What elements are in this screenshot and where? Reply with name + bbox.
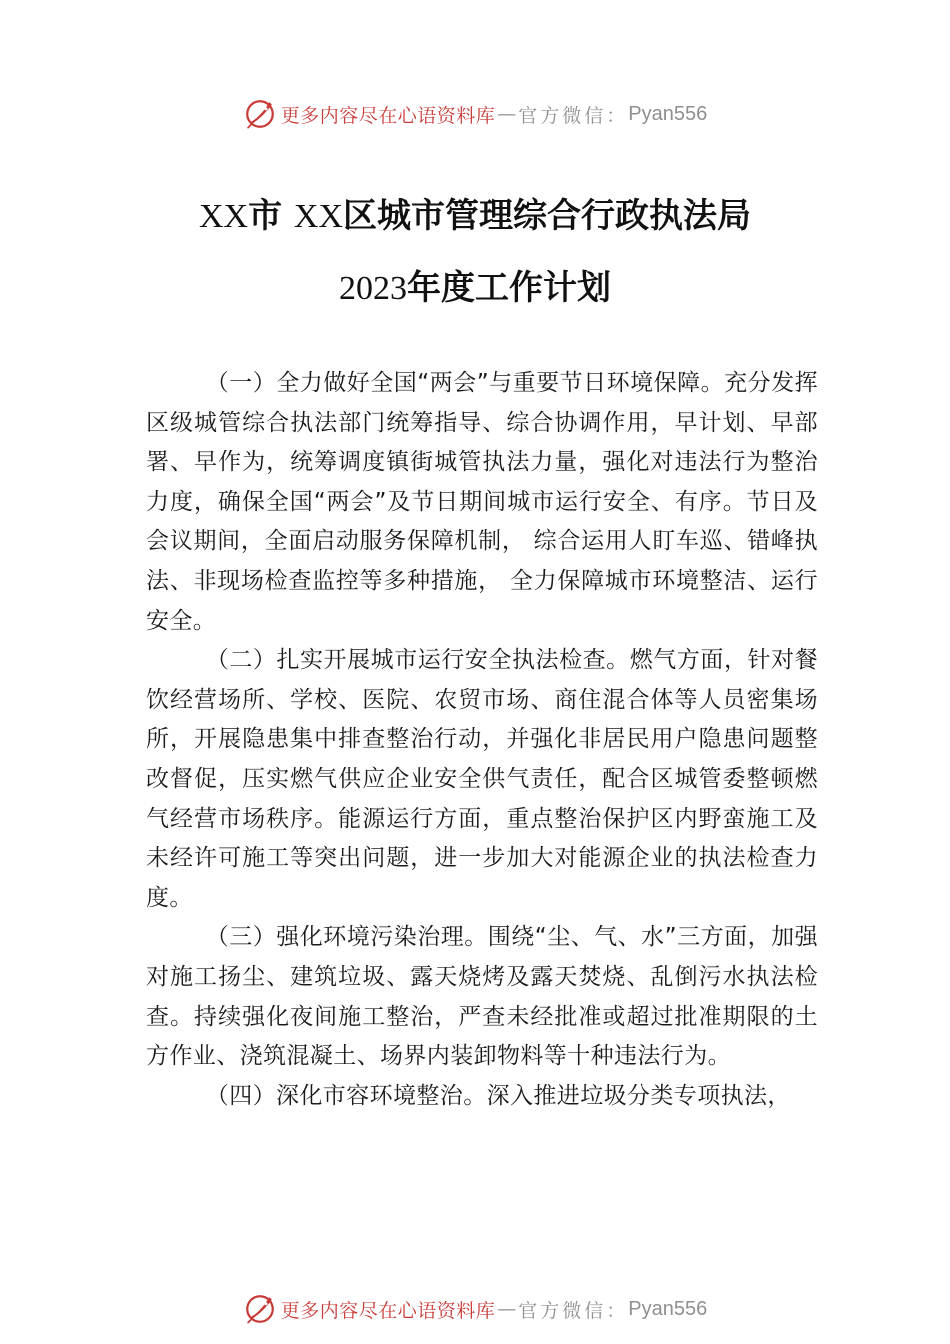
- document-title-line-1: [0, 188, 950, 237]
- paragraph-2: （二）扎实开展城市运行安全执法检查。燃气方面，针对餐饮经营场所、学校、医院、农贸市场、商住混合体等人员密集场所，开展隐患集中排查整治行动，并强化非居民用户隐患问题整改督促，压实燃气供应企业安全供气责任，配合区城管委整顿燃气经营市场秩序。能源运行方面，重点整治保护区内野蛮施工及未经许可施工等突出问题，进一步加大对能源企业的执法检查力度。: [146, 647, 818, 911]
- pen-nib-logo-icon: [243, 97, 277, 131]
- banner-wechat-id: Pyan556: [628, 102, 708, 125]
- title-year: 2023: [339, 270, 407, 307]
- banner-dash: —: [497, 103, 517, 125]
- banner-wechat-id: Pyan556: [628, 1297, 708, 1320]
- banner-wechat-label: 官方微信：: [518, 1299, 629, 1322]
- banner-wechat-label: 官方微信：: [518, 104, 629, 127]
- banner-dash: —: [497, 1298, 517, 1320]
- paragraph-4: （四）深化市容环境整治。深入推进垃圾分类专项执法，: [205, 1082, 791, 1109]
- title-placeholder-district: XX: [293, 198, 344, 235]
- paragraph-3: （三）强化环境污染治理。围绕“尘、气、水”三方面，加强对施工扬尘、建筑垃圾、露天烧烤及露天焚烧、乱倒污水执法检查。持续强化夜间施工整治，严查未经批准或超过批准期限的土方作业、浇筑混凝土、场界内装卸物料等十种违法行为。: [146, 924, 818, 1070]
- title-bureau-name: 区城市管理综合行政执法局: [343, 196, 752, 236]
- paragraph-1: （一）全力做好全国“两会”与重要节日环境保障。充分发挥区级城管综合执法部门统筹指导、综合协调作用，早计划、早部署、早作为，统筹调度镇街城管执法力量，强化对违法行为整治力度，确保全国“两会”及节日期间城市运行安全、有序。节日及会议期间，全面启动服务保障机制， 综合运用人盯车巡、错峰执法、非现场检查监控等多种措施， 全力保障城市环境整洁、运行安全。: [146, 370, 818, 634]
- header-banner: [0, 94, 950, 134]
- footer-banner: [0, 1289, 950, 1329]
- title-city-suffix: 市: [248, 196, 283, 236]
- banner-brand-text: 更多内容尽在心语资料库: [280, 1299, 496, 1322]
- title-placeholder-city: XX: [198, 198, 249, 235]
- document-title-line-2: [0, 260, 950, 309]
- title-plan-name: 年度工作计划: [407, 268, 611, 308]
- document-body: [146, 364, 818, 1116]
- banner-brand-text: 更多内容尽在心语资料库: [280, 104, 496, 127]
- pen-nib-logo-icon: [243, 1292, 277, 1326]
